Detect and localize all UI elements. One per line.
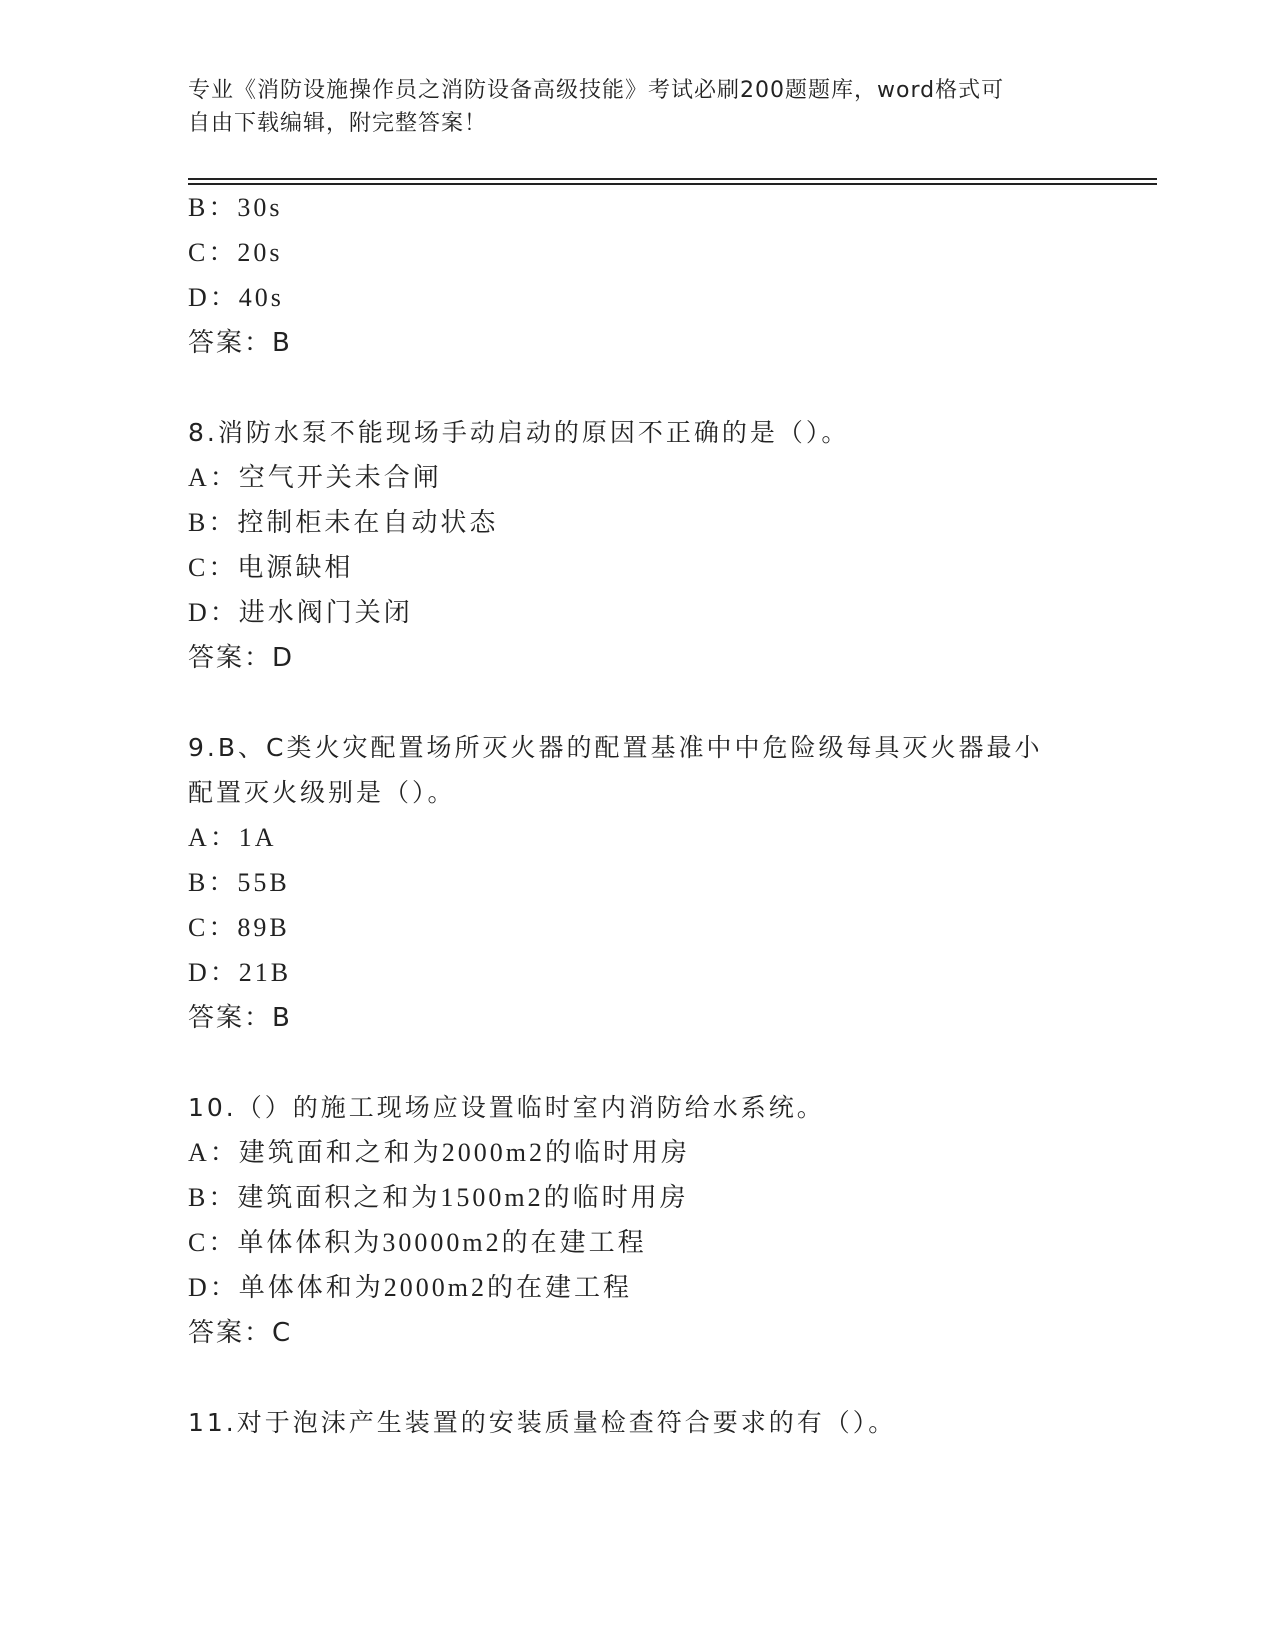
header-divider-top [188, 178, 1157, 180]
q8-answer: 答案：D [188, 643, 295, 673]
header-line-2: 自由下载编辑，附完整答案！ [188, 111, 488, 136]
q8-option-d: D：进水阀门关闭 [188, 598, 413, 627]
document-header [188, 74, 1068, 140]
q9-stem-line-2: 配置灭火级别是（）。 [188, 778, 456, 807]
q8-option-a: A：空气开关未合闸 [188, 463, 442, 492]
q11-stem: 11.对于泡沫产生装置的安装质量检查符合要求的有（）。 [188, 1408, 897, 1437]
q7-option-d: D：40s [188, 283, 284, 312]
q10-stem: 10.（）的施工现场应设置临时室内消防给水系统。 [188, 1093, 825, 1122]
q7-answer: 答案：B [188, 328, 292, 358]
q7-option-c: C：20s [188, 238, 283, 267]
q9-option-b: B：55B [188, 868, 290, 897]
q7-option-b: B：30s [188, 193, 283, 222]
q10-option-d: D：单体体和为2000m2的在建工程 [188, 1273, 633, 1302]
q9-option-d: D：21B [188, 958, 292, 987]
q9-stem-line-1: 9.B、C类火灾配置场所灭火器的配置基准中中危险级每具灭火器最小 [188, 733, 1043, 762]
header-line-1: 专业《消防设施操作员之消防设备高级技能》考试必刷200题题库，word格式可 [188, 78, 1005, 103]
q8-stem: 8.消防水泵不能现场手动启动的原因不正确的是（）。 [188, 418, 850, 447]
q10-option-c: C：单体体积为30000m2的在建工程 [188, 1228, 647, 1257]
q8-option-c: C：电源缺相 [188, 553, 354, 582]
q9-option-c: C：89B [188, 913, 290, 942]
q10-option-b: B：建筑面积之和为1500m2的临时用房 [188, 1183, 689, 1212]
q9-answer: 答案：B [188, 1003, 292, 1033]
header-divider-bottom [188, 183, 1157, 185]
q8-option-b: B：控制柜未在自动状态 [188, 508, 499, 537]
q10-answer: 答案：C [188, 1318, 293, 1348]
q10-option-a: A：建筑面和之和为2000m2的临时用房 [188, 1138, 691, 1167]
q9-option-a: A：1A [188, 823, 277, 852]
